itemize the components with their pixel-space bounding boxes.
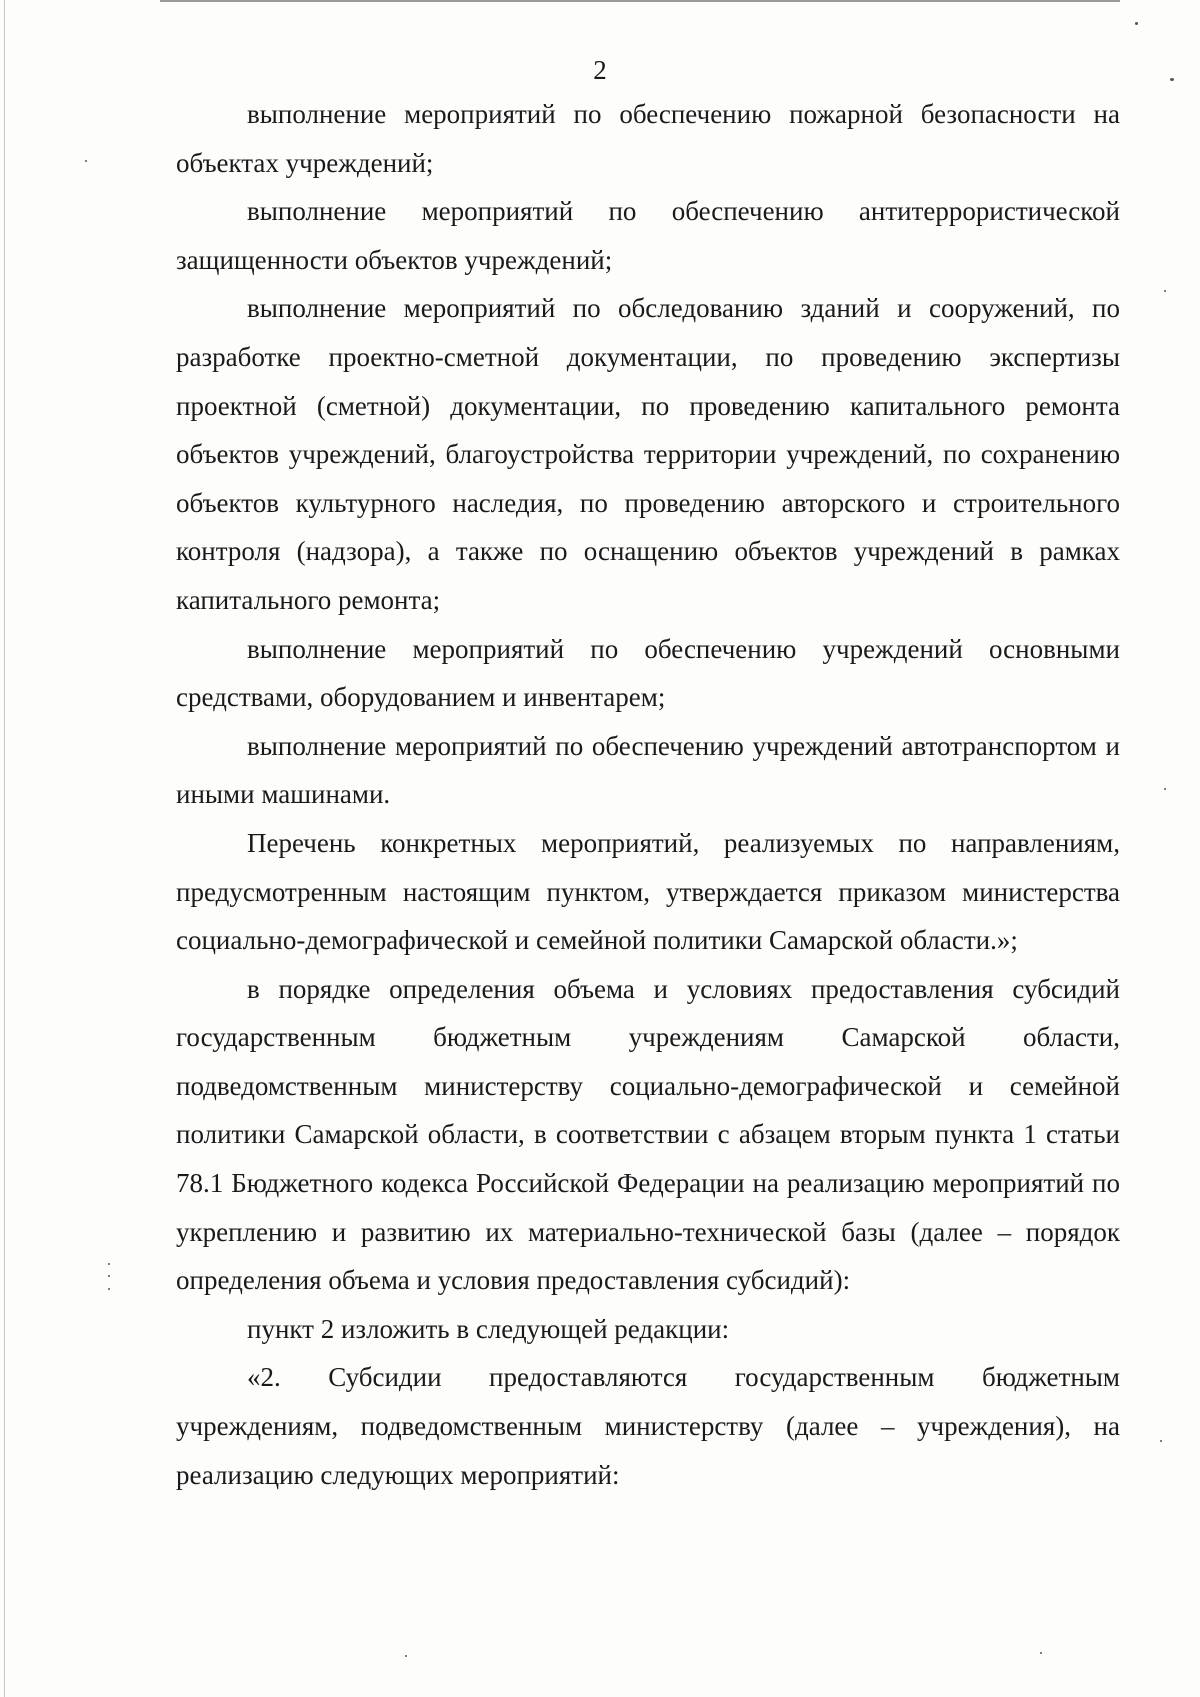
scan-edge-top xyxy=(160,0,1120,2)
scan-speck xyxy=(108,1288,110,1290)
page-number: 2 xyxy=(593,55,607,85)
scan-speck xyxy=(1170,78,1174,81)
scan-edge-left xyxy=(4,0,5,1697)
paragraph-antiterror: выполнение мероприятий по обеспечению антитеррористической защищенности объектов учреждений; xyxy=(176,196,1120,275)
paragraph-equipment: выполнение мероприятий по обеспечению учреждений основными средствами, оборудованием и инвентарем; xyxy=(176,633,1120,713)
document-body xyxy=(176,90,1120,1499)
scan-speck xyxy=(108,1263,110,1265)
paragraph-list-approval: Перечень конкретных мероприятий, реализуемых по направлениям, предусмотренным настоящим пунктом, утверждается приказом министерства социально-демографической и семейной политики Самарской области.»; xyxy=(176,827,1120,956)
paragraph-point-2-text: «2. Субсидии предоставляются государственным бюджетным учреждениям, подведомственным министерству (далее – учреждения), на реализацию следующих мероприятий: xyxy=(176,1362,1120,1490)
paragraph-point-2-intro: пункт 2 изложить в следующей редакции: xyxy=(247,1313,730,1344)
scan-speck xyxy=(405,1655,407,1657)
scan-speck xyxy=(85,160,87,162)
paragraph-fire-safety: выполнение мероприятий по обеспечению пожарной безопасности на объектах учреждений; xyxy=(176,99,1120,178)
scan-speck xyxy=(1135,22,1138,25)
paragraph-inspection-repair: выполнение мероприятий по обследованию зданий и сооружений, по разработке проектно-сметной документации, по проведению экспертизы проектной (сметной) документации, по проведению капитального ремонта объектов учреждений, благоустройства территории учреждений, по сохранению объектов культурного наследия, по проведению авторского и строительного контроля (надзора), а также по оснащению объектов учреждений в рамках капитального ремонта; xyxy=(176,293,1120,615)
paragraph-vehicles: выполнение мероприятий по обеспечению учреждений автотранспортом и иными машинами. xyxy=(176,730,1120,810)
scan-speck xyxy=(1040,1652,1042,1654)
scan-speck xyxy=(108,1275,110,1277)
scan-speck xyxy=(1164,788,1166,790)
scan-speck xyxy=(1160,1440,1162,1442)
scan-speck xyxy=(1164,290,1166,292)
paragraph-procedure: в порядке определения объема и условиях предоставления субсидий государственным бюджетным учреждениям Самарской области, подведомственным министерству социально-демографической и семейной политики Самарской области, в соответствии с абзацем вторым пункта 1 статьи 78.1 Бюджетного кодекса Российской Федерации на реализацию мероприятий по укреплению и развитию их материально-технической базы (далее – порядок определения объема и условия предоставления субсидий): xyxy=(176,973,1120,1296)
